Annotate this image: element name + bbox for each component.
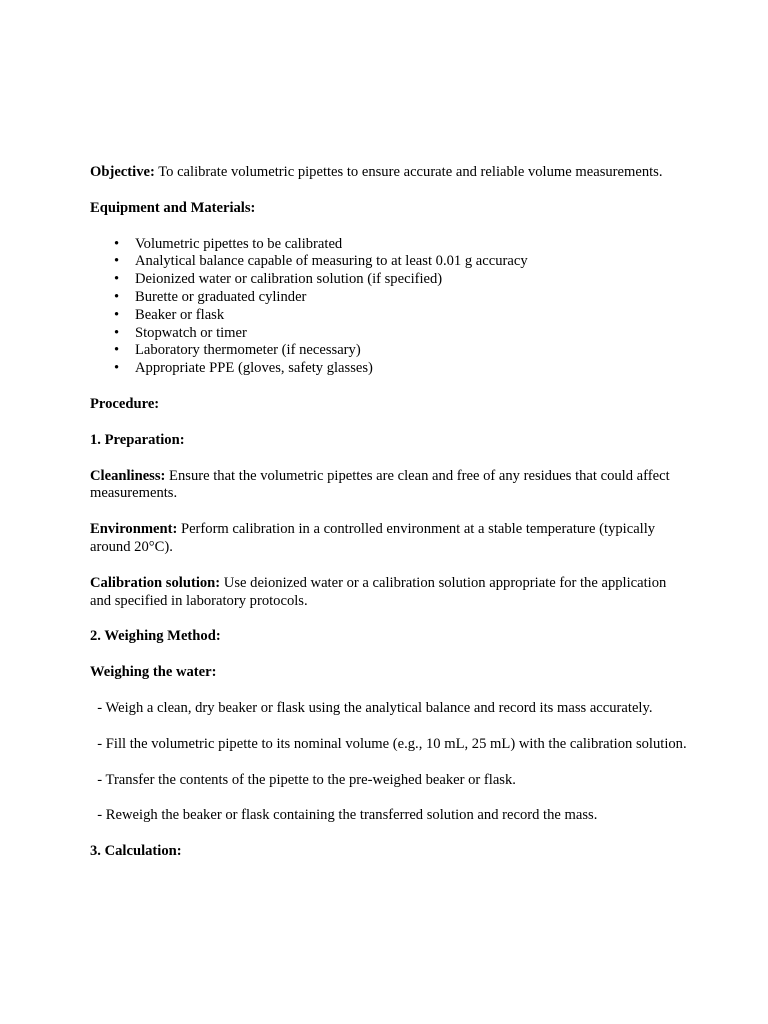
bullet-icon: • xyxy=(114,288,120,305)
list-item: • Analytical balance capable of measuring to at least 0.01 g accuracy xyxy=(114,253,528,270)
environment-label: Environment: xyxy=(90,521,178,538)
weighing-water-subheading: Weighing the water: xyxy=(90,664,217,681)
preparation-heading: 1. Preparation: xyxy=(90,431,185,448)
environment-paragraph: Environment: Perform calibration in a controlled environment at a stable temperature (typically around 20°C). xyxy=(90,521,656,555)
weighing-step: - Weigh a clean, dry beaker or flask using the analytical balance and record its mass accurately. xyxy=(90,699,653,716)
bullet-icon: • xyxy=(114,271,120,288)
weighing-step: - Reweigh the beaker or flask containing the transferred solution and record the mass. xyxy=(90,807,598,824)
bullet-icon: • xyxy=(114,324,120,341)
list-item: • Deionized water or calibration solution (if specified) xyxy=(114,271,443,288)
weighing-step: - Transfer the contents of the pipette to the pre-weighed beaker or flask. xyxy=(90,771,516,788)
procedure-heading: Procedure: xyxy=(90,395,160,412)
objective-text: To calibrate volumetric pipettes to ensure accurate and reliable volume measurements. xyxy=(154,164,663,180)
calculation-heading: 3. Calculation: xyxy=(90,843,182,860)
calibration-solution-label: Calibration solution: xyxy=(90,574,221,591)
weighing-step: - Fill the volumetric pipette to its nominal volume (e.g., 10 mL, 25 mL) with the calibration solution. xyxy=(90,735,687,752)
equipment-heading: Equipment and Materials: xyxy=(90,199,256,216)
weighing-method-heading: 2. Weighing Method: xyxy=(90,628,221,645)
list-item: • Laboratory thermometer (if necessary) xyxy=(114,342,361,359)
list-item: • Stopwatch or timer xyxy=(114,324,247,341)
bullet-icon: • xyxy=(114,235,120,252)
cleanliness-label: Cleanliness: xyxy=(90,467,166,484)
objective-label: Objective: xyxy=(90,164,155,180)
list-item: • Beaker or flask xyxy=(114,306,225,323)
bullet-icon: • xyxy=(114,306,120,323)
equipment-list xyxy=(90,236,690,378)
calibration-solution-paragraph: Calibration solution: Use deionized water or a calibration solution appropriate for the application and specified in laboratory protocols. xyxy=(90,574,667,609)
list-item: • Volumetric pipettes to be calibrated xyxy=(114,235,343,252)
objective-paragraph xyxy=(90,164,690,182)
cleanliness-paragraph: Cleanliness: Ensure that the volumetric pipettes are clean and free of any residues that could affect measurements. xyxy=(90,467,670,502)
list-item: • Appropriate PPE (gloves, safety glasses) xyxy=(114,360,373,377)
bullet-icon: • xyxy=(114,342,120,359)
bullet-icon: • xyxy=(114,253,120,270)
bullet-icon: • xyxy=(114,360,120,377)
document-body xyxy=(90,164,690,879)
list-item: • Burette or graduated cylinder xyxy=(114,288,307,305)
